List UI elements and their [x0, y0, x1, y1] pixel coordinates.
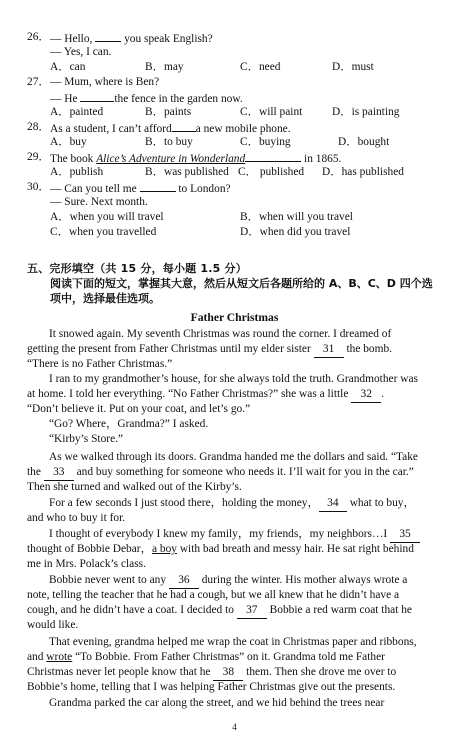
passage-line: I thought of everybody I knew my family，my friends，my neighbors…I 35 — [27, 527, 442, 543]
option-b[interactable]: B．paints — [145, 106, 192, 118]
option-a[interactable]: A．can — [50, 61, 86, 73]
passage-line: cough, and he didn’t have a coat. I decided to 37 Bobbie a red warm coat that he — [27, 603, 442, 619]
stem-text: to London? — [175, 183, 231, 195]
passage-line: Bobbie never went to any 36 during the winter. His mother always wrote a — [27, 573, 442, 589]
answer-blank — [172, 120, 196, 132]
option-b[interactable]: B．may — [145, 61, 184, 73]
stem-text: in 1865. — [301, 153, 342, 165]
passage-line: For a few seconds I just stood there，holding the money， 34 what to buy， — [27, 496, 442, 512]
section-instructions: 阅读下面的短文，掌握其大意，然后从短文后各题所给的 A、B、C、D 四个选项中，选择最佳选项。 — [50, 277, 433, 305]
option-c[interactable]: C．will paint — [240, 106, 303, 118]
passage-line: thought of Bobbie Debar，a boy with bad breath and messy hair. He sat right behind — [27, 543, 414, 555]
option-b[interactable]: B．when will you travel — [240, 211, 353, 223]
question-27-options — [0, 105, 469, 120]
option-b[interactable]: B．was published — [145, 166, 229, 178]
question-26-reply — [0, 45, 469, 60]
option-d[interactable]: D．has published — [322, 166, 404, 178]
option-a[interactable]: A．publish — [50, 166, 104, 178]
passage-line: and wrote “To Bobbie. From Father Christmas” on it. Grandma told me Father — [27, 651, 385, 663]
passage-line: Christmas never let people know that he 38 them. Then she drove me over to — [27, 665, 442, 681]
question-number: 29． — [27, 151, 50, 163]
question-29-stem — [0, 150, 469, 165]
option-b[interactable]: B．to buy — [145, 136, 193, 148]
stem-text: you speak English? — [121, 33, 213, 45]
passage-line: It snowed again. My seventh Christmas was round the corner. I dreamed of — [49, 328, 392, 340]
question-30-reply — [0, 195, 469, 210]
option-a[interactable]: A．buy — [50, 136, 87, 148]
passage-line: note, telling the teacher that he had a cough, but we all knew that he didn’t have a — [27, 589, 400, 601]
blank-32: 32 — [351, 387, 381, 403]
passage-line: “Kirby’s Store.” — [49, 433, 124, 445]
reply-text: — Yes, I can. — [50, 46, 112, 58]
question-number: 30． — [27, 181, 50, 193]
passage-line: would like. — [27, 619, 79, 631]
answer-blank — [95, 30, 121, 42]
option-d[interactable]: D．must — [332, 61, 374, 73]
reply-text: the fence in the garden now. — [114, 93, 243, 105]
passage-line: That evening, grandma helped me wrap the coat in Christmas paper and ribbons, — [49, 636, 417, 648]
passage-line: “There is no Father Christmas.” — [27, 358, 173, 370]
answer-blank — [140, 180, 176, 192]
blank-33: 33 — [44, 465, 74, 481]
option-a[interactable]: A．when you will travel — [50, 211, 164, 223]
question-26-stem — [0, 30, 469, 45]
reply-text: — He — [50, 93, 81, 105]
question-30-options-ab — [0, 210, 469, 225]
passage-line: As we walked through its doors. Grandma handed me the dollars and said. “Take — [49, 451, 418, 463]
stem-text: The book — [50, 153, 97, 165]
passage-line: me in Mrs. Polack’s class. — [27, 558, 146, 570]
passage-line: “Don’t believe it. Put on your coat, and let’s go.” — [27, 403, 251, 415]
passage-line: getting the present from Father Christmas until my elder sister 31 the bomb. — [27, 342, 442, 358]
stem-text: — Mum, where is Ben? — [50, 76, 160, 88]
blank-38: 38 — [213, 665, 243, 681]
question-27-reply — [0, 90, 469, 105]
passage-line: Grandma parked the car along the street, and we hid behind the trees near — [49, 697, 385, 709]
question-number: 27． — [27, 76, 50, 88]
question-28-options — [0, 135, 469, 150]
answer-blank — [80, 90, 114, 102]
section-heading: 五、完形填空（共 15 分，每小题 1.5 分） — [27, 262, 247, 275]
stem-text: a new mobile phone. — [195, 123, 291, 135]
passage-line: I ran to my grandmother’s house, for she always told the truth. Grandmother was — [49, 373, 418, 385]
option-c[interactable]: C．when you travelled — [50, 226, 157, 238]
question-29-options — [0, 165, 469, 180]
passage-line: Then she turned and walked out of the Kirby’s. — [27, 481, 242, 493]
question-30-stem — [0, 180, 469, 195]
book-title: Alice’s Adventure in Wonderland — [96, 153, 246, 165]
passage-title: Father Christmas — [190, 311, 279, 324]
question-number: 26． — [27, 31, 50, 43]
question-28-stem — [0, 120, 469, 135]
option-d[interactable]: D．bought — [338, 136, 390, 148]
stem-text: — Can you tell me — [50, 183, 140, 195]
option-d[interactable]: D．is painting — [332, 106, 400, 118]
blank-36: 36 — [169, 573, 199, 589]
blank-35: 35 — [390, 527, 420, 543]
option-a[interactable]: A．painted — [50, 106, 104, 118]
passage-line: at home. I told her everything. “No Father Christmas?” she was a little 32 . — [27, 387, 442, 403]
passage-line: Bobbie’s home, telling that I was helping Father Christmas give out the presents. — [27, 681, 396, 693]
reply-text: — Sure. Next month. — [50, 196, 148, 208]
option-d[interactable]: D．when did you travel — [240, 226, 351, 238]
question-30-options-cd — [0, 225, 469, 240]
option-c[interactable]: C． published — [238, 166, 305, 178]
option-c[interactable]: C．buying — [240, 136, 291, 148]
question-26-options — [0, 60, 469, 75]
stem-text: As a student, I can’t afford — [50, 123, 172, 135]
blank-31: 31 — [314, 342, 344, 358]
answer-blank — [245, 150, 301, 162]
passage-line: “Go? Where，Grandma?” I asked. — [49, 418, 209, 430]
blank-37: 37 — [237, 603, 267, 619]
passage-line: and who to buy it for. — [27, 512, 126, 524]
question-27-stem — [0, 75, 469, 90]
passage-line: the 33 and buy something for someone who needs it. I’ll wait for you in the car.” — [27, 465, 442, 481]
option-c[interactable]: C．need — [240, 61, 281, 73]
blank-34: 34 — [319, 496, 347, 512]
page-number: 4 — [232, 722, 237, 732]
stem-text: — Hello, — [50, 33, 96, 45]
question-number: 28． — [27, 121, 50, 133]
